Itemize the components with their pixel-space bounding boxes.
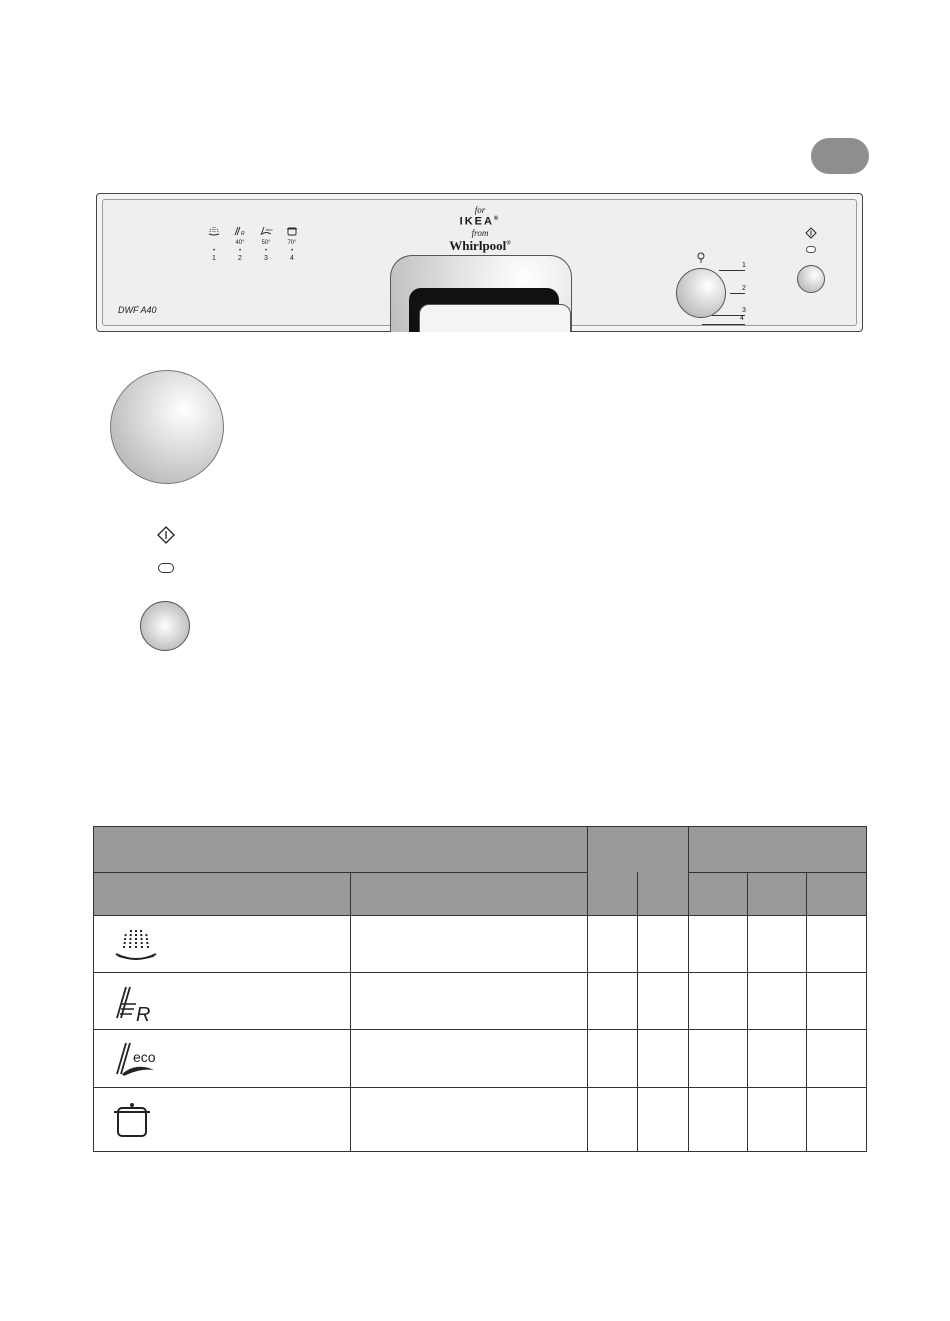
program-indicator-3: eco 50° • 3 bbox=[254, 226, 278, 263]
program-indicator-1: • 1 bbox=[202, 226, 226, 263]
eco-wash-icon bbox=[112, 1040, 160, 1080]
table-row-3 bbox=[112, 1040, 160, 1085]
brand-from: from bbox=[471, 227, 489, 238]
dial-mark-2: 2 bbox=[742, 285, 746, 292]
prewash-spray-icon bbox=[112, 926, 160, 964]
brand-ikea: IKEA® bbox=[459, 215, 501, 228]
pot-intensive-icon bbox=[112, 1100, 152, 1140]
table-row-4 bbox=[112, 1100, 152, 1145]
program-indicator-2: R 40° • 2 bbox=[228, 226, 252, 263]
dial-mark-3: 3 bbox=[742, 307, 746, 314]
brand-for: for bbox=[474, 205, 486, 215]
dial-mark-1: 1 bbox=[742, 262, 746, 269]
program-indicator-4: 70° • 4 bbox=[280, 226, 304, 263]
svg-text:R: R bbox=[136, 1004, 151, 1024]
model-label: DWF A40 bbox=[118, 305, 157, 315]
svg-text:R: R bbox=[241, 231, 245, 236]
table-row-2 bbox=[112, 984, 160, 1029]
table-row-1 bbox=[112, 926, 160, 969]
brand-whirlpool: Whirlpool® bbox=[449, 237, 511, 253]
svg-text:eco: eco bbox=[266, 227, 273, 232]
dial-mark-4: 4 bbox=[740, 315, 744, 322]
svg-text:eco: eco bbox=[133, 1049, 156, 1065]
rapid-wash-icon bbox=[112, 984, 160, 1024]
